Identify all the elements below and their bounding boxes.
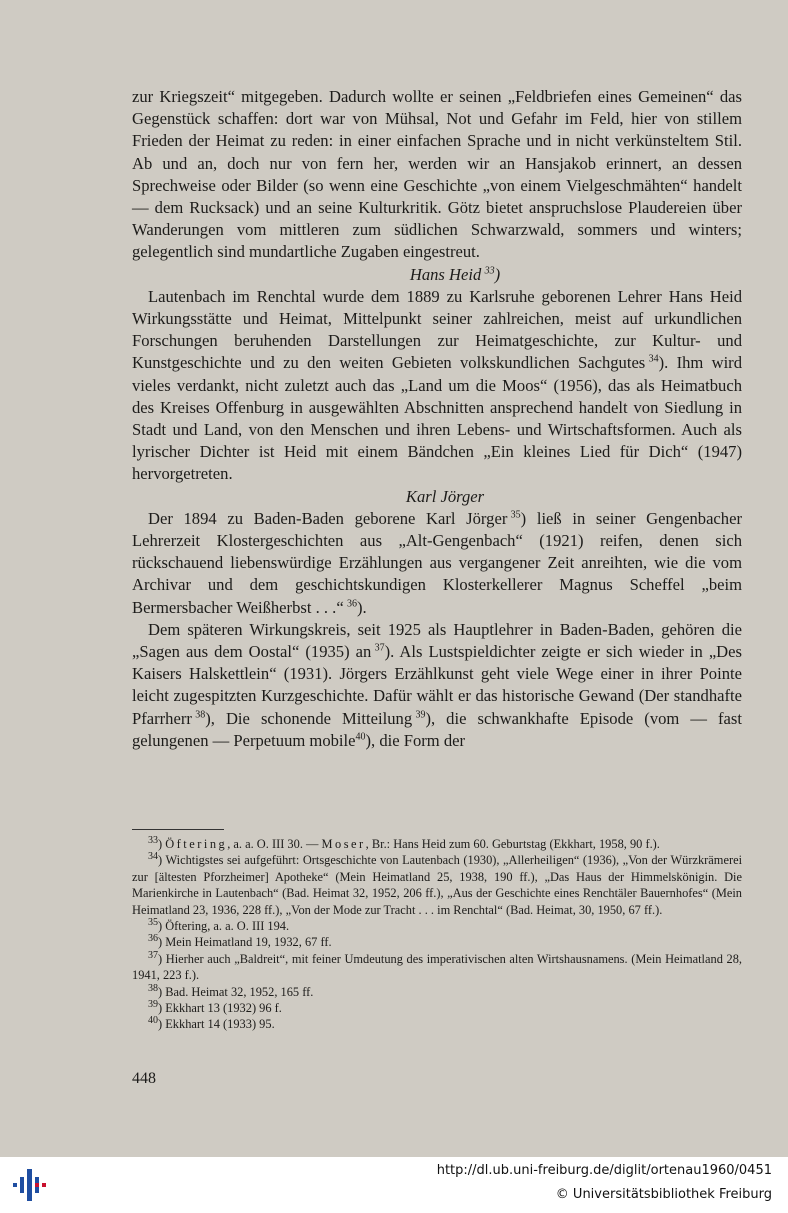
footnote-ref[interactable]: 34 — [648, 353, 659, 365]
footnote-ref[interactable]: 38 — [195, 709, 206, 721]
footnote-38: $^{38}$) Bad. Heimat 32, 1952, 165 ff. — [148, 982, 314, 999]
footnote-35: $^{35}$) Öftering, a. a. O. III 194. — [148, 916, 290, 934]
footnote-37: $^{37}$) Hierher auch „Baldreit“, mit feiner Umdeutung des imperativischen alten Wirtshausnamens. (Mein Heimatland 28, 1941, 223 f.). — [132, 949, 742, 983]
paragraph-4: Dem späteren Wirkungskreis, seit 1925 als Hauptlehrer in Baden-Baden, gehören die „Sagen aus dem Oostal“ (1935) an $^{37}$). Als Lustspieldichter zeigte er sich wieder in „Des Kaisers Halskettlein“ (1931). Jörgers Erzählkunst geht viele Wege einer in ihrer Pointe leicht zugespitzten Kurzgeschichte. Dafür wählt er das historische Gewand (Der standhafte Pfarrherr $^{38}$), Die schonende Mitteilung $^{39}$), die schwankhafte Episode (vom — fast gelungenen — Perpetuum mobile$^{40}$), die Form der — [132, 619, 742, 750]
permalink-url[interactable]: http://dl.ub.uni-freiburg.de/diglit/ortenau1960/0451 — [436, 1163, 772, 1178]
section-heading-karl-joerger: Karl Jörger — [405, 486, 485, 506]
footnote-40: $^{40}$) Ekkhart 14 (1933) 95. — [148, 1015, 275, 1032]
page-number: 448 — [132, 1070, 156, 1087]
footnote-divider — [132, 829, 224, 830]
heading-text: Hans Heid — [409, 264, 482, 284]
footnotes — [132, 836, 742, 1033]
footnote-ref[interactable]: 33 — [484, 265, 495, 277]
copyright-notice: © Universitätsbibliothek Freiburg — [555, 1187, 772, 1202]
section-heading-hans-heid: Hans Heid $^{33}$) — [409, 264, 501, 284]
footnote-36: $^{36}$) Mein Heimatland 19, 1932, 67 ff. — [148, 933, 332, 950]
paragraph-1: zur Kriegszeit“ mitgegeben. Dadurch wollte er seinen „Feldbriefen eines Gemeinen“ das Gegenstück schaffen: dort war von Mühsal, Not und Gefahr im Feld, hier von stillem Frieden der Heimat zu reden: in einer einfachen Sprache und in nicht verkünsteltem Stil. Ab und an, doch nur von fern her, werden wir an Hansjakob erinnert, an dessen Sprechweise oder Bilder (so wenn eine Geschichte „von einem Vielgeschmähten“ handelt — dem Rucksack) und an seine Kulturkritik. Götz bietet anspruchslose Plaudereien über Wanderungen vom mittleren zum südlichen Schwarzwald, sommers und winters; gelegentlich sind mundartliche Zugaben eingestreut. — [132, 87, 742, 262]
footnote-33: $^{33}$) Öftering, a. a. O. III 30. — Moser, Br.: Hans Heid zum 60. Geburtstag (Ekkhart, 1958, 90 f.). — [148, 834, 660, 851]
footnote-ref[interactable]: 40 — [355, 731, 366, 743]
footnote-ref[interactable]: 39 — [415, 709, 426, 721]
footnote-34: $^{34}$) Wichtigstes sei aufgeführt: Ortsgeschichte von Lautenbach (1930), „Allerheiligen“ (1936), „Von der Würzkrämerei zur [ältesten Pforzheimer] Apotheke“ (Mein Heimatland 25, 1938, 190 ff.), „Das Haus der Himmelskönigin. Die Marienkirche in Lautenbach“ (Bad. Heimat 32, 1952, 206 ff.), „Aus der Geschichte eines Renchtäler Bauernhofes“ (Mein Heimatland 23, 1936, 228 ff.), „Von der Mode zur Tracht . . . im Renchtal“ (Bad. Heimat, 30, 1950, 67 ff.). — [132, 851, 743, 917]
viewer-footer — [0, 1157, 788, 1213]
main-text — [132, 86, 742, 752]
paragraph-2: Lautenbach im Renchtal wurde dem 1889 zu Karlsruhe geborenen Lehrer Hans Heid Wirkungsstätte und Heimat, Mittelpunkt seiner zahlreichen, meist auf urkundlichen Forschungen beruhenden Darstellungen zur Heimatgeschichte, zur Kultur- und Kunstgeschichte und zu den weiten Gebieten volkskundlichen Sachgutes $^{34}$). Ihm wird vieles verdankt, nicht zuletzt auch das „Land um die Moos“ (1956), das als Heimatbuch des Kreises Offenburg in ausgewählten Abschnitten ansprechend handelt von Siedlung in Stadt und Land, von den Menschen und ihren Lebens- und Wirtschaftsformen. Auch als lyrischer Dichter ist Heid mit einem Bändchen „Ein kleines Lied für Dich“ (1947) hervorgetreten. — [132, 286, 742, 484]
ub-freiburg-logo-icon[interactable] — [10, 1165, 50, 1205]
footnote-ref[interactable]: 36 — [347, 598, 358, 610]
paragraph-3: Der 1894 zu Baden-Baden geborene Karl Jörger $^{35}$) ließ in seiner Gengenbacher Lehrerzeit Klostergeschichten aus „Alt-Gengenbach“ (1921) reifen, denen sich rückschauend liebenswürdige Erzählungen aus vergangener Zeit anreihten, wie die vom Archivar und dem geschichtskundigen Klosterkellerer Magnus Scheffel „beim Bermersbacher Weißherbst . . .“ $^{36}$). — [132, 508, 742, 617]
footnote-ref[interactable]: 35 — [510, 509, 521, 521]
footnote-ref[interactable]: 37 — [374, 642, 385, 654]
footnote-39: $^{39}$) Ekkhart 13 (1932) 96 f. — [148, 998, 282, 1016]
